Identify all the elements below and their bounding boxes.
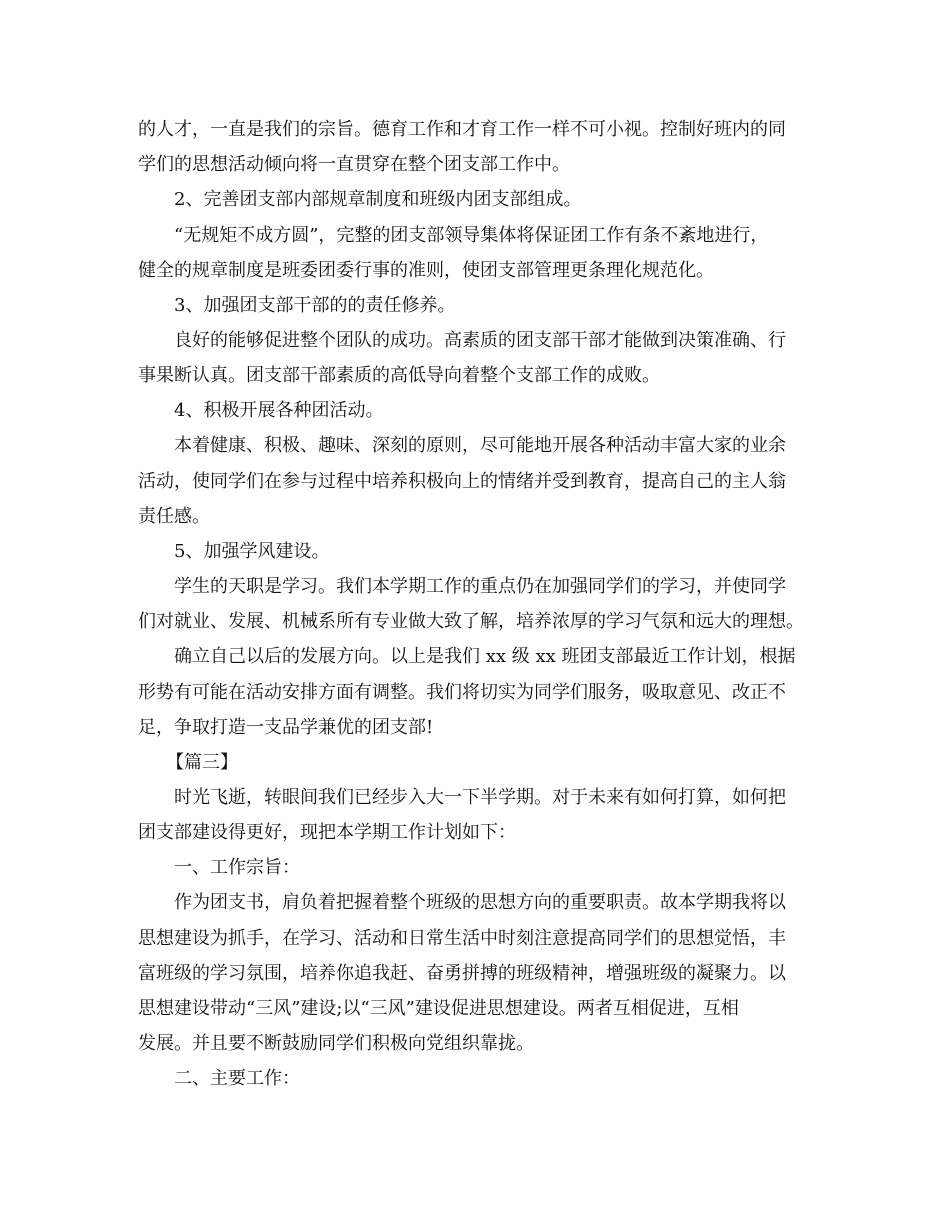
paragraph-line: 本着健康、积极、趣味、深刻的原则，尽可能地开展各种活动丰富大家的业余 bbox=[174, 435, 786, 456]
paragraph-line: 形势有可能在活动安排方面有调整。我们将切实为同学们服务，吸取意见、改正不 bbox=[138, 682, 786, 703]
paragraph-line: 团支部建设得更好，现把本学期工作计划如下： bbox=[138, 822, 516, 843]
section-heading: 二、主要工作： bbox=[174, 1068, 300, 1089]
paragraph-line: 们对就业、发展、机械系所有专业做大致了解，培养浓厚的学习气氛和远大的理想。 bbox=[138, 611, 804, 632]
paragraph-line: 思想建设为抓手，在学习、活动和日常生活中时刻注意提高同学们的思想觉悟，丰 bbox=[138, 928, 786, 949]
paragraph-line: 确立自己以后的发展方向。以上是我们 xx 级 xx 班团支部最近工作计划，根据 bbox=[174, 646, 796, 667]
paragraph-line: 足，争取打造一支品学兼优的团支部! bbox=[138, 717, 434, 738]
paragraph-line: 作为团支书，肩负着把握着整个班级的思想方向的重要职责。故本学期我将以 bbox=[174, 892, 786, 913]
part-title: 【篇三】 bbox=[166, 752, 238, 773]
paragraph-line: “无规矩不成方圆”，完整的团支部领导集体将保证团工作有条不紊地进行， bbox=[174, 225, 769, 246]
paragraph-line: 学们的思想活动倾向将一直贯穿在整个团支部工作中。 bbox=[138, 154, 570, 175]
section-heading: 4、积极开展各种团活动。 bbox=[174, 400, 384, 421]
paragraph-line: 良好的能够促进整个团队的成功。高素质的团支部干部才能做到决策准确、行 bbox=[174, 330, 786, 351]
paragraph-line: 责任感。 bbox=[138, 506, 210, 527]
paragraph-line: 事果断认真。团支部干部素质的高低导向着整个支部工作的成败。 bbox=[138, 365, 660, 386]
section-heading: 5、加强学风建设。 bbox=[174, 541, 330, 562]
section-heading: 一、工作宗旨： bbox=[174, 857, 300, 878]
paragraph-line: 发展。并且要不断鼓励同学们积极向党组织靠拢。 bbox=[138, 1033, 534, 1054]
paragraph-line: 学生的天职是学习。我们本学期工作的重点仍在加强同学们的学习，并使同学 bbox=[174, 576, 786, 597]
paragraph-line: 的人才，一直是我们的宗旨。德育工作和才育工作一样不可小视。控制好班内的同 bbox=[138, 119, 786, 140]
paragraph-line: 时光飞逝，转眼间我们已经步入大一下半学期。对于未来有如何打算，如何把 bbox=[174, 787, 786, 808]
section-heading: 2、完善团支部内部规章制度和班级内团支部组成。 bbox=[174, 189, 582, 210]
paragraph-line: 富班级的学习氛围，培养你追我赶、奋勇拼搏的班级精神，增强班级的凝聚力。以 bbox=[138, 963, 786, 984]
paragraph-line: 思想建设带动“三风”建设;以“三风”建设促进思想建设。两者互相促进，互相 bbox=[138, 998, 739, 1019]
paragraph-line: 活动，使同学们在参与过程中培养积极向上的情绪并受到教育，提高自己的主人翁 bbox=[138, 471, 786, 492]
paragraph-line: 健全的规章制度是班委团委行事的准则，使团支部管理更条理化规范化。 bbox=[138, 260, 714, 281]
section-heading: 3、加强团支部干部的的责任修养。 bbox=[174, 295, 456, 316]
